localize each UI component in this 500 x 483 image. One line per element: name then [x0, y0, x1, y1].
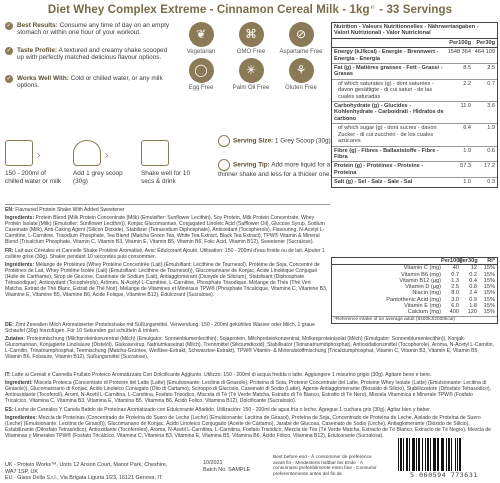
nutrient-name: of which sugar (g) - dont sucres - davon Zucker - di cui zuccheri - de los cuales azúcares — [338, 125, 437, 145]
ingredient-paragraph: Ingrédients: Mélange de Protéines (Whey Protéine Concentrée (Lait) (Émulsifiant: Lécithine de Tournesol), Protéine de Soja, Concentré de Protéines de Lait, Whey Protéine Isolée (Lait) (Émulsifiant: Lécithine de Tournesol)), Glucomannane de Konjac, Acide Linoléique Conjugué (Huile de Carthame), Sirop de Glucose, Caséinate de Sodium (Lait), Antiagglomérant (Dioxyde de Silicium), Stabilisant (Diphosphate Tétrasodique), Antioxydant (Tocophérols), Arômes, N-Acétyl L-Carnitine, L-Carnitine, Phosphate Trisodique, Mélange de Thés (Thé Vert Matcha, Extrait de Thé Blanc, Extrait de Thé Noir), Mélange de Vitamines et Minéraux TPW® (Phosphate Tricalcique, Vitamine C, Vitamine B3, Vitamine E, Vitamine B5, Vitamine B6, Acide Folique, Vitamine B12), Édulcorant (Sucralose). — [5, 262, 328, 299]
scoop-icon — [73, 140, 101, 166]
checkmark-icon: ✓ — [6, 47, 12, 54]
nutrition-columns — [332, 39, 497, 48]
benefit-best-results — [5, 22, 173, 37]
barcode-bar — [461, 438, 462, 471]
benefit-text: Consume any time of day on an empty stomach or within one hour of your workout. — [17, 22, 170, 37]
benefit-head: Works Well With: — [17, 75, 69, 83]
estimated-sign: ℮ — [370, 4, 375, 11]
vitamin-row: Vitamin B6 (mg) 0.7 0.2 15% — [401, 271, 495, 278]
nutrient-name: Fibre (g) - Fibres - Ballaststoffe - Fibre - Fibra — [334, 147, 439, 160]
nutrition-row — [332, 178, 497, 186]
ingredient-paragraph: EN: Flavoured Protein Shake With Added Sweetener — [5, 207, 125, 213]
barcode-bars — [398, 438, 490, 471]
serving-size-value: 1 Grey Scoop (30g) — [274, 137, 331, 145]
step-text: 150 - 200ml of chilled water or milk — [5, 170, 62, 185]
preparation-steps — [5, 140, 205, 190]
nutrient-value: 11.9 — [460, 103, 471, 110]
lot-date: 10/2021 — [203, 460, 223, 466]
nutrition-row — [332, 147, 497, 163]
badge-label: Aspartame Free — [279, 49, 323, 55]
ingredient-paragraph: IT: Latte ai Cereali e Cannella Frullato Proteico Aromatizzato Con Dolcificante Aggiunto. Utilizzo: 150 - 200ml di acqua fredda o latte. Aggiungere 1 misurino grigio (30g). Agitare bene e bere. — [5, 372, 432, 378]
nutrient-name: of which saturates (g) - dont saturées - davon gesättigte - di cui saturi - de las cuales saturadas — [338, 80, 434, 100]
egg-free-badge — [176, 58, 226, 91]
nutrient-value: 17.2 — [484, 163, 495, 170]
serving-tip — [218, 159, 333, 179]
wheat-icon: ⚘ — [289, 58, 314, 83]
serving-tip-text: Add more liquid for a thinner shake and less for a thicker one. — [218, 161, 332, 178]
dietary-icons — [176, 22, 326, 94]
nutrient-value: 1548 364 — [447, 49, 471, 56]
vitamin-row: Calcium (mg) 400 120 15% — [407, 309, 495, 316]
nutrient-value: 57.3 — [460, 163, 471, 170]
leaf-icon: ❦ — [189, 22, 214, 47]
col-ri: RI* — [487, 258, 495, 264]
badge-label: GMO Free — [236, 49, 266, 55]
lot-info — [203, 460, 258, 473]
icon-row — [176, 58, 326, 91]
egg-icon: ◯ — [189, 58, 214, 83]
ingredients-top — [5, 207, 329, 301]
checkmark-icon: ✓ — [6, 76, 12, 83]
badge-label: Vegetarian — [186, 49, 216, 55]
palm-icon: ✳ — [239, 58, 264, 83]
glass-icon — [5, 140, 33, 166]
nutrition-row — [332, 80, 497, 102]
title-main: Diet Whey Complex Extreme - Cinnamon Cereal Milk - 1kg — [47, 4, 370, 16]
vitamin-row: Niacin (mg) 8.0 2.4 15% — [412, 290, 495, 297]
nutrient-name: Energy (kJ/kcal) - Energie - Brennwert - Energia - Energía — [334, 49, 439, 62]
icon-row — [176, 22, 326, 55]
serving-size-head: Serving Size: — [233, 137, 274, 145]
best-before-text: Best before end - Å consommer de préférence avant fin - Mindestens haltbar bis Ende - A consumarsi preferibilmente entro fine - Consumir preferentemente antes del fin de — [273, 455, 377, 477]
nutrient-value: 2.5 — [487, 65, 495, 72]
nutrition-header: Nutrition - Valeurs Nutritionnelles - Nährwertangaben - Valori Nutrizionali - Valor Nutricional — [332, 23, 497, 39]
step-scoop — [73, 140, 131, 185]
ingredients-de — [5, 322, 495, 363]
shaker-icon — [141, 140, 169, 166]
arrow-icon: › — [105, 150, 109, 161]
nutrient-value: 1.9 — [487, 125, 495, 132]
badge-label: Gluten Free — [285, 85, 317, 91]
ingredient-paragraph: DE: Zimt Zerealien Milch Aromatisierter Proteinshake mit Süßungsmittel. Verwendung: 150 - 200ml gekühltes Wasser oder Milch, 1 graue Schaufel (30g) hinzufügen. Für 10 Sekunden gut schütteln & trinken. — [5, 322, 315, 334]
nutrient-value: 0.3 — [487, 179, 495, 186]
badge-label: Palm Oil Free — [232, 85, 270, 91]
batch-number: Batch No. SAMPLE — [203, 466, 251, 473]
nutrient-name: Fat (g) - Matières grasses - Fett - Grassi - Grasas — [334, 65, 443, 78]
benefit-head: Best Results: — [17, 22, 58, 29]
nutrition-row — [332, 48, 497, 64]
palm-oil-free-badge — [226, 58, 276, 91]
nutrient-value: 1.9 — [463, 147, 471, 154]
serving-size — [218, 135, 333, 147]
nutrient-value: 6.4 — [463, 125, 471, 132]
dna-icon: ⌘ — [239, 22, 264, 47]
benefit-text: Cold or chilled water, or any milk options. — [17, 75, 163, 90]
vitamin-columns — [332, 258, 497, 265]
checkmark-icon: ✓ — [6, 23, 12, 29]
gmo-free-badge — [226, 22, 276, 55]
tip-icon — [218, 159, 230, 171]
nutrient-value: 8.5 — [463, 65, 471, 72]
ingredients-bottom — [5, 372, 495, 442]
scoop-icon — [218, 135, 230, 147]
serving-info — [218, 135, 333, 179]
col-per30g: Per30g — [459, 258, 478, 264]
divider — [5, 204, 330, 205]
vitamin-row: Vitamin C (mg) 40 12 15% — [403, 265, 495, 272]
nutrient-name: Carbohydrate (g) - Glucides - Kohlenhydrate - Carboidrati - Hidratos de carbono — [334, 103, 444, 122]
uk-address: UK - Protein Works™, Units 12 Anson Court, Manor Park, Cheshire, WA7 1SP, UK — [5, 462, 168, 475]
col-per30g: Per30g — [476, 39, 495, 46]
vitamin-row: Pantothenic Acid (mg) 3.0 0.9 15% — [386, 296, 495, 303]
ingredient-paragraph: ES: Leche de Cereales Y Canela Batido de Proteínas Aromatizado con Edulcorante Añadido. Utilización: 150 - 200ml de agua fría o leche. Agregue 1 cuchara gris (30g). Agitar bien y beber. — [5, 406, 431, 413]
company-addresses — [5, 462, 175, 482]
nutrition-table — [331, 22, 498, 188]
product-title — [0, 4, 500, 16]
nutrient-name: Salt (g) - Sel - Salz - Sale - Sal — [334, 179, 413, 186]
nutrition-row — [332, 64, 497, 80]
vegetarian-badge — [176, 22, 226, 55]
nutrition-row — [332, 124, 497, 146]
step-text: Add 1 grey scoop (30g) — [73, 170, 123, 185]
step-text: Shake well for 10 secs & drink — [141, 170, 191, 185]
ingredient-paragraph: FR: Lait aux Céréales et Cannelle Shake Protéiné Aromatisé, Avec Édulcorant Ajouté. Utilisation: 150 - 200ml d'eau froide ou de lait, Ajouter 1 cuillère grise (30g). Shaker pendant 10 secondes puis consommer. — [5, 247, 325, 260]
nutrient-value: 464 109 — [474, 49, 495, 56]
vitamin-row: Vitamin E (mg) 6.0 1.8 15% — [404, 303, 495, 310]
ingredient-paragraph: Ingredientes: Mezcla de Proteínas (Concentrado de Proteína de Suero de Leche (Leche) (Emulsionante: Lecitina de Girasol), Proteína de Soja, Concentrado de Proteína de Leche, Aislado de Proteína de Suero (Leche) (Emulsionante: Lecitina de Girasol)), Glucomanano de Konjac, Ácido Linoleico Conjugado (Aceite de Cártamo), Jarabe de Glucosa, Caseinato de Sodio (Leche), Antiaglomerante (Dióxido de Silicio), Estabilizante (Difosfato Tetrasódico), Antioxidante (Tocoferoles), Aroma, N-Acetil L-Carnitina, L-Carnitina, Fosfato Trisódico, Mezcla de Tés (Té Verde Matcha, Extracto de Té Blanco, Extracto de Té Negro), Mezcla de Vitaminas y Minerales TPW® (Fosfato Tricálcico, Vitamina C, Vitamina B3, Vitamina E, Vitamina B5, Vitamina B6, Ácido Fólico, Vitamina B12), Edulcorante (Sucralosa). — [5, 415, 492, 440]
col-per100g: Per100g — [449, 39, 471, 46]
barcode — [398, 438, 490, 482]
ingredient-paragraph: Zutaten: Proteinmischung (Milchproteinkonzentrat (Milch) (Emulgator: Sonnenblumenlecithin), Sojaprotein, Milchproteinkonzentrat, Molkenproteinisolat (Milch) (Emulgator: Sonnenblumenlecithin)), Konjak-Glucomannan, Konjugierte Linolsäure (Distelöl), Glukosesirup, Natriumkaseinat (Milch), Trennmittel (Siliciumdioxid), Stabilisator (Tetranatriumdiphosphat), Antioxidationsmittel (Tocopherole), Aroma, N-Acetyl L-Carnitin, L-Carnitin, Trinatriumphosphat, Teemischung (Matcha-Grüntee, Weißtee-Extrakt, Schwarztee-Extrakt), TPW® Vitamin- & Mineralstoffmischung (Tricalciumphosphat, Vitamin C, Vitamin B3, Vitamin E, Vitamin B5, Vitamin B6, Folsäure, Vitamin B12), Süßungsmittel (Sucralose). — [5, 336, 494, 361]
arrow-icon: › — [37, 150, 41, 161]
vitamin-row: Vitamin D (µg) 2.5 0.8 15% — [405, 284, 495, 291]
benefit-head: Taste Profile: — [17, 46, 58, 54]
reference-intake-note: *Reference intake of an average adult (8400kJ/2000kcal) — [332, 316, 497, 323]
nutrient-value: 0.6 — [487, 147, 495, 154]
eu-address: EU - Glass Della S.r.l., Via Brigata Liguria 1/23, 16121 Genova, IT — [5, 475, 163, 482]
serving-tip-head: Serving Tip: — [233, 161, 270, 169]
step-shake — [141, 140, 199, 185]
ingredient-paragraph: Ingredients: Protein Blend (Milk Protein Concentrate (Milk) (Emulsifier: Sunflower Lecithin), Soy Protein, Milk Protein Concentrate, Whey Protein Isolate (Milk) (Emulsifier: Sunflower Lecithin)), Konjac Glucomannan, Conjugated Linoleic Acid (Safflower Oil), Glucose Syrup, Sodium Caseinate (Milk), Anti-Caking Agent (Silicon Dioxide), Stabiliser (Tetrasodium Diphosphate), Antioxidant (Tocopherols), Flavouring, N-Acetyl L-Carnitine, L-Carnitine, Trisodium Phosphate, Tea Blend (Matcha Green Tea, White Tea Extract, Black Tea Extract), TPW® Vitamin & Mineral Blend (Tricalcium Phosphate, Vitamin C, Vitamin B3, Vitamin E, Vitamin B5, Vitamin B6, Folic Acid, Vitamin B12), Sweetener (Sucralose). — [5, 215, 325, 246]
nutrient-value: 0.7 — [487, 80, 495, 87]
nutrition-row — [332, 162, 497, 178]
nutrient-value: 1.0 — [463, 179, 471, 186]
aspartame-free-badge — [276, 22, 326, 55]
step-liquid — [5, 140, 63, 185]
barcode-number: 5 060594 773631 — [410, 471, 478, 479]
nutrition-row — [332, 102, 497, 124]
nutrient-value: 3.6 — [487, 103, 495, 110]
vitamin-row: Vitamin B12 (µg) 1.3 0.4 15% — [399, 277, 495, 284]
benefit-works-well — [5, 75, 173, 90]
badge-label: Egg Free — [188, 85, 214, 91]
ingredient-paragraph: Ingredienti: Miscela Proteica (Concentrato di Proteine del Latte (Latte) (Emulsionante: Lecitina di Girasole), Proteina di Soia, Proteine Concentrate del Latte, Proteine Whey Isolate (Latte) (Emulsionante: Lecitina di Girasole)), Glucomannano di Konjac, Acido Linoleico Coniugato (Olio di Cartamo), Sciroppo di Glucosio, Caseinato di Sodio (Latte), Agente Antiagglomerante (Biossido di Silicio), Stabilizzatore (Difosfato Tetrasodico), Antiossidante (Tocoferoli), Aromi, N-Acetil L-Carnitina, L-Carnitina, Fosfato Trisodico, Miscela di Tè (Tè Verde Matcha, Estratto di Tè Bianco, Estratto di Tè Nero), Miscela Vitaminica e Minerale TPW® (Fosfato Tricalcico, Vitamina C, Vitamina B3, Vitamina E, Vitamina B5, Vitamina B6, Acido Folico, Vitamina B12), Dolcificante (Sucralosio). — [5, 380, 492, 405]
nutrient-value: 2.2 — [463, 80, 471, 87]
no-aspartame-icon: ⊘ — [289, 22, 314, 47]
col-per100g: Per100g — [441, 258, 463, 264]
nutrient-name: Protein (g) - Protéines - Proteine - Proteína — [334, 163, 424, 176]
vitamins-table — [331, 257, 498, 324]
gluten-free-badge — [276, 58, 326, 91]
title-servings: - 33 Servings — [375, 4, 453, 16]
benefit-text: A textured and creamy shake scooped up with perfectly matched delicious flavour options. — [17, 46, 168, 61]
benefit-taste-profile — [5, 47, 173, 62]
